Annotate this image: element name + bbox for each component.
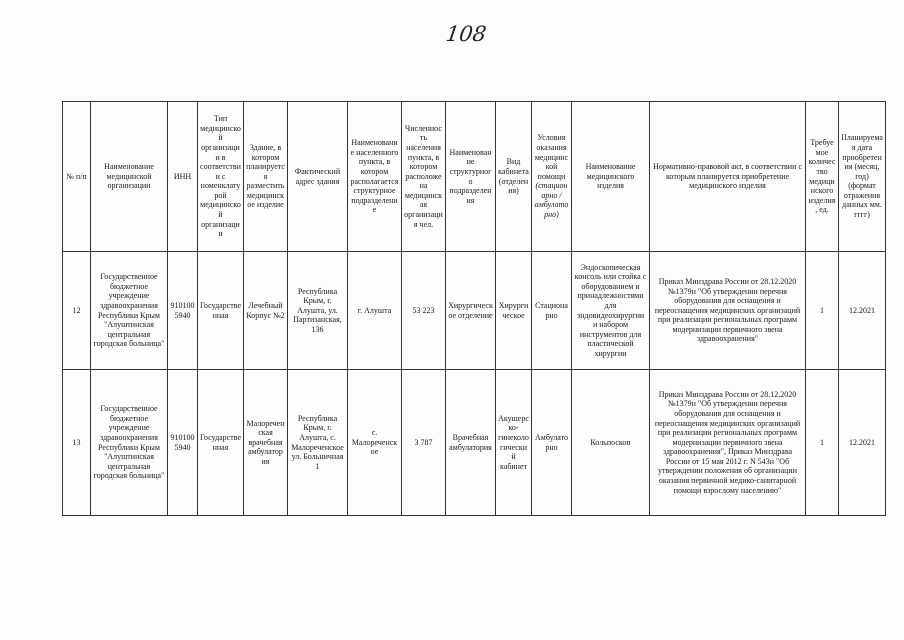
row-org: Государственное бюджетное учреждение здравоохранения Республики Крым "Алуштинская центральная городская больница": [91, 370, 168, 516]
header-conditions-hint: (стационарно / амбулаторно): [534, 181, 569, 220]
row-unit: Хирургическое отделение: [446, 252, 496, 370]
header-org: Наименование медицинской организации: [91, 102, 168, 252]
row-building: Малореченская врачебная амбулатория: [244, 370, 288, 516]
table-row: [63, 252, 886, 370]
row-date: 12.2021: [839, 252, 886, 370]
header-num: № п/п: [63, 102, 91, 252]
row-qty: 1: [806, 252, 839, 370]
row-population: 53 223: [402, 252, 446, 370]
row-conditions: Амбулаторно: [532, 370, 572, 516]
row-act: Приказ Минздрава России от 28.12.2020 №1379н "Об утверждении перечня оборудования для оснащения и переоснащения медицинских организаций при реализации региональных программ модернизации первичного звена здравоохранения": [650, 252, 806, 370]
header-conditions: [532, 102, 572, 252]
header-settlement: Наименование населенного пункта, в котором располагается структурное подразделение: [348, 102, 402, 252]
row-address: Республика Крым, г. Алушта, с. Малореченское ул. Больничная 1: [288, 370, 348, 516]
header-address: Фактический адрес здания: [288, 102, 348, 252]
row-device: Кольпоскоп: [572, 370, 650, 516]
medical-equipment-table: [62, 101, 886, 516]
header-building: Здание, в котором планируется разместить медицинское изделие: [244, 102, 288, 252]
row-device: Эндоскопическая консоль или стойка с оборудованием и принадлежностями для эндовидеохирургии и набором инструментов для пластической хирургии: [572, 252, 650, 370]
header-cabinet: Вид кабинета (отделения): [496, 102, 532, 252]
header-unit: Наименование структурного подразделения: [446, 102, 496, 252]
row-cabinet: Акушерско-гинекологический кабинет: [496, 370, 532, 516]
row-num: 13: [63, 370, 91, 516]
header-type: Тип медицинской организации в соответствии с номенклатурой медицинской организации: [198, 102, 244, 252]
row-settlement: с. Малореченское: [348, 370, 402, 516]
row-population: 3 787: [402, 370, 446, 516]
row-type: Государственная: [198, 252, 244, 370]
header-device: Наименование медицинского изделия: [572, 102, 650, 252]
header-population: Численность населения пункта, в котором расположена медицинская организация чел.: [402, 102, 446, 252]
row-date: 12.2021: [839, 370, 886, 516]
row-settlement: г. Алушта: [348, 252, 402, 370]
row-num: 12: [63, 252, 91, 370]
header-row: [63, 102, 886, 252]
page-number: 108: [444, 22, 488, 46]
row-inn: 9101005940: [168, 370, 198, 516]
row-inn: 9101005940: [168, 252, 198, 370]
row-act: Приказ Минздрава России от 28.12.2020 №1379н "Об утверждении перечня оборудования для оснащения и переоснащения медицинских организаций при реализации региональных программ модернизации первичного звена здравоохранения", Приказ Минздрава России от 15 мая 2012 г. N 543н "Об утверждении положения об организации оказания первичной медико-санитарной помощи взрослому населению": [650, 370, 806, 516]
header-conditions-label: Условия оказания медицинской помощи: [534, 133, 569, 181]
row-type: Государственная: [198, 370, 244, 516]
header-inn: ИНН: [168, 102, 198, 252]
row-qty: 1: [806, 370, 839, 516]
table-row: [63, 370, 886, 516]
row-org: Государственное бюджетное учреждение здравоохранения Республики Крым "Алуштинская центральная городская больница": [91, 252, 168, 370]
header-qty: Требуемое количество медицинского изделия, ед.: [806, 102, 839, 252]
header-date: Планируемая дата приобретения (месяц, год) (формат отражения данных мм. гггг): [839, 102, 886, 252]
header-act: Нормативно-правовой акт, в соответствии с которым планируется приобретение медицинского изделия: [650, 102, 806, 252]
row-address: Республика Крым, г. Алушта, ул. Партизанская, 136: [288, 252, 348, 370]
row-unit: Врачебная амбулатория: [446, 370, 496, 516]
row-building: Лечебный Корпус №2: [244, 252, 288, 370]
row-conditions: Стационарно: [532, 252, 572, 370]
row-cabinet: Хирургическое: [496, 252, 532, 370]
